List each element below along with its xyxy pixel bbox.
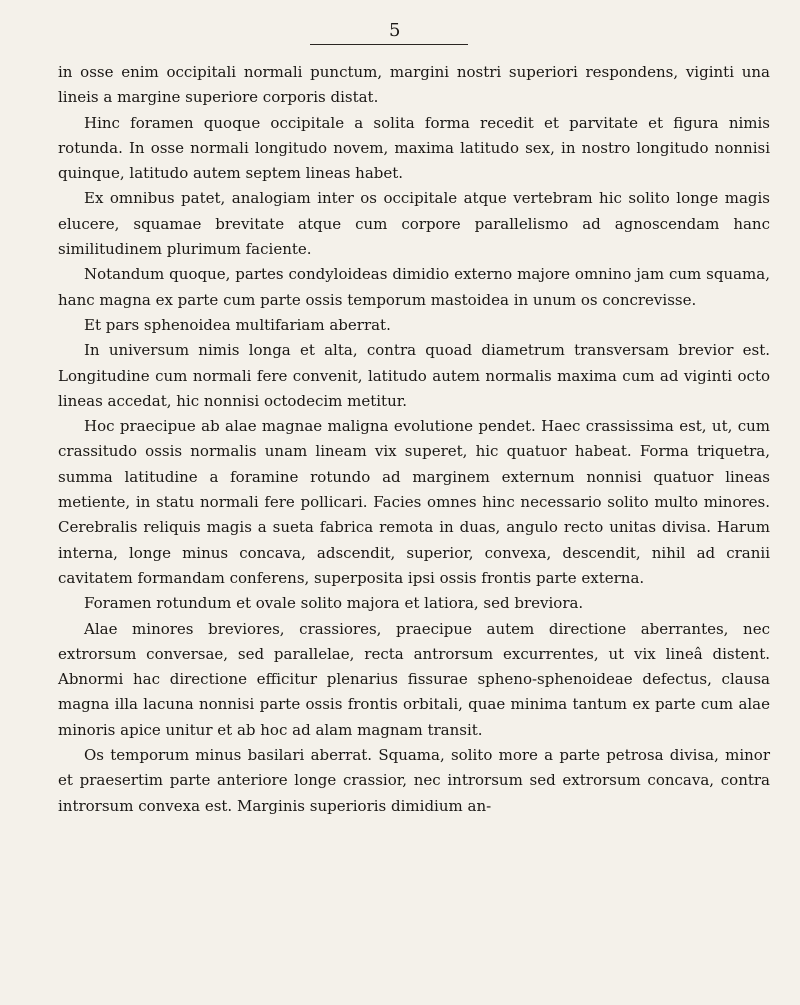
header-rule	[310, 44, 468, 45]
paragraph: Hoc praecipue ab alae magnae maligna evolutione pendet. Haec crassissima est, ut, cum crassitudo ossis normalis unam lineam vix superet, hic quatuor habeat. Forma triquetra, summa latitudine a foramine rotundo ad marginem externum nonnisi quatuor lineas metiente, in statu normali fere pollicari. Facies omnes hinc necessario solito multo minores. Cerebralis reliquis magis a sueta fabrica remota in duas, angulo recto unitas divisa. Harum interna, longe minus concava, adscendit, superior, convexa, descendit, nihil ad cranii cavitatem formandam conferens, superposita ipsi ossis frontis parte externa.	[58, 417, 770, 587]
paragraph: Alae minores breviores, crassiores, praecipue autem directione aberrantes, nec extrorsum conversae, sed parallelae, recta antrorsum excurrentes, ut vix lineâ distent. Abnormi hac directione efficitur plenarius fissurae spheno-sphenoideae defectus, clausa magna illa lacuna nonnisi parte ossis frontis orbitali, quae minima tantum ex parte cum alae minoris apice unitur et ab hoc ad alam magnam transit.	[58, 619, 770, 739]
paragraph: Notandum quoque, partes condyloideas dimidio externo majore omnino jam cum squama, hanc magna ex parte cum parte ossis temporum mastoidea in unum os concrevisse.	[58, 265, 770, 309]
paragraph: Ex omnibus patet, analogiam inter os occipitale atque vertebram hic solito longe magis elucere, squamae brevitate atque cum corpore parallelismo ad agnoscendam hanc similitudinem plurimum faciente.	[58, 189, 770, 259]
paragraph: In universum nimis longa et alta, contra quoad diametrum transversam brevior est. Longitudine cum normali fere convenit, latitudo autem normalis maxima cum ad viginti octo lineas accedat, hic nonnisi octodecim metitur.	[58, 341, 770, 410]
paragraph: Et pars sphenoidea multifariam aberrat.	[84, 315, 391, 334]
body-text	[58, 60, 770, 819]
page-number: 5	[389, 20, 401, 41]
paragraph: Foramen rotundum et ovale solito majora et latiora, sed breviora.	[84, 594, 584, 613]
paragraph: in osse enim occipitali normali punctum, margini nostri superiori respondens, viginti una lineis a margine superiore corporis distat.	[58, 63, 770, 107]
paragraph: Hinc foramen quoque occipitale a solita forma recedit et parvitate et figura nimis rotunda. In osse normali longitudo novem, maxima latitudo sex, in nostro longitudo nonnisi quinque, latitudo autem septem lineas habet.	[58, 113, 770, 183]
paragraph: Os temporum minus basilari aberrat. Squama, solito more a parte petrosa divisa, minor et praesertim parte anteriore longe crassior, nec introrsum sed extrorsum concava, contra introrsum convexa est. Marginis superioris dimidium an-	[58, 746, 770, 815]
